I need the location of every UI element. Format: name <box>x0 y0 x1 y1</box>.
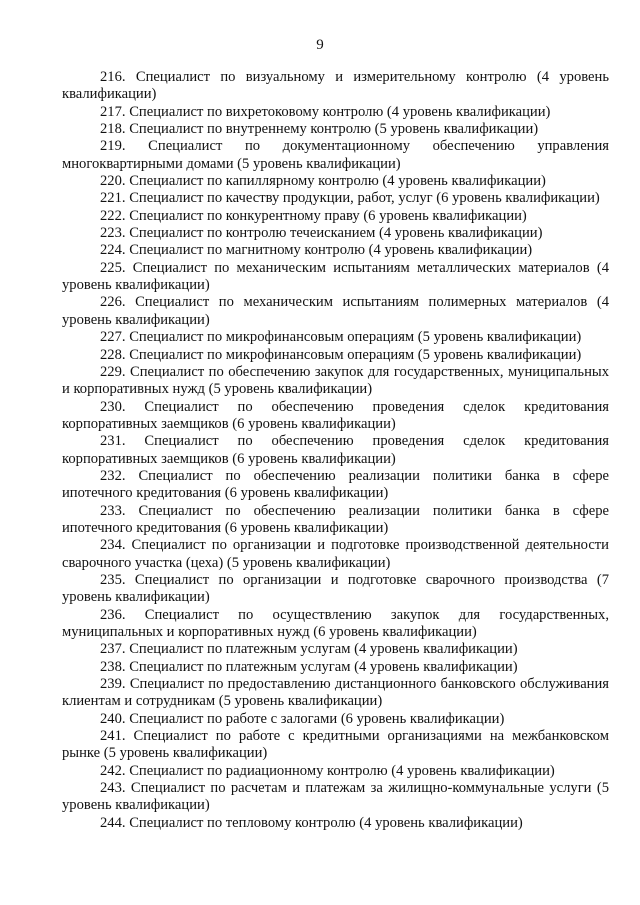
list-item: 219. Специалист по документационному обеспечению управления многоквартирными домами (5 уровень квалификации) <box>62 138 609 172</box>
list-item: 236. Специалист по осуществлению закупок для государственных, муниципальных и корпоративных нужд (6 уровень квалификации) <box>62 606 609 640</box>
list-item: 227. Специалист по микрофинансовым операциям (5 уровень квалификации) <box>100 329 582 346</box>
qualification-list <box>62 69 609 832</box>
list-item: 238. Специалист по платежным услугам (4 уровень квалификации) <box>100 658 518 675</box>
list-item: 242. Специалист по радиационному контролю (4 уровень квалификации) <box>100 762 555 779</box>
list-item: 225. Специалист по механическим испытаниям металлических материалов (4 уровень квалификации) <box>62 259 609 294</box>
list-item: 243. Специалист по расчетам и платежам за жилищно-коммунальные услуги (5 уровень квалификации) <box>62 780 609 814</box>
list-item: 233. Специалист по обеспечению реализации политики банка в сфере ипотечного кредитования (6 уровень квалификации) <box>62 502 609 536</box>
list-item: 222. Специалист по конкурентному праву (6 уровень квалификации) <box>100 207 527 224</box>
list-item: 218. Специалист по внутреннему контролю (5 уровень квалификации) <box>100 121 539 138</box>
list-item: 224. Специалист по магнитному контролю (4 уровень квалификации) <box>100 242 533 259</box>
list-item: 216. Специалист по визуальному и измерительному контролю (4 уровень квалификации) <box>62 69 609 103</box>
list-item: 223. Специалист по контролю течеисканием (4 уровень квалификации) <box>100 225 543 242</box>
list-item: 217. Специалист по вихретоковому контролю (4 уровень квалификации) <box>100 103 551 120</box>
page-number: 9 <box>316 37 324 53</box>
list-item: 231. Специалист по обеспечению проведения сделок кредитования корпоративных заемщиков (6 уровень квалификации) <box>62 433 609 467</box>
list-item: 228. Специалист по микрофинансовым операциям (5 уровень квалификации) <box>100 346 582 363</box>
list-item: 234. Специалист по организации и подготовке производственной деятельности сварочного участка (цеха) (5 уровень квалификации) <box>62 537 609 571</box>
list-item: 221. Специалист по качеству продукции, работ, услуг (6 уровень квалификации) <box>100 190 600 207</box>
list-item: 230. Специалист по обеспечению проведения сделок кредитования корпоративных заемщиков (6 уровень квалификации) <box>62 398 609 432</box>
list-item: 226. Специалист по механическим испытаниям полимерных материалов (4 уровень квалификации) <box>62 294 609 328</box>
list-item: 232. Специалист по обеспечению реализации политики банка в сфере ипотечного кредитования (6 уровень квалификации) <box>62 467 609 502</box>
list-item: 240. Специалист по работе с залогами (6 уровень квалификации) <box>100 710 505 727</box>
list-item: 244. Специалист по тепловому контролю (4 уровень квалификации) <box>100 814 523 831</box>
list-item: 220. Специалист по капиллярному контролю (4 уровень квалификации) <box>100 173 546 190</box>
list-item: 229. Специалист по обеспечению закупок для государственных, муниципальных и корпоративных нужд (5 уровень квалификации) <box>62 363 609 398</box>
list-item: 239. Специалист по предоставлению дистанционного банковского обслуживания клиентам и сотрудникам (5 уровень квалификации) <box>62 676 609 710</box>
list-item: 241. Специалист по работе с кредитными организациями на межбанковском рынке (5 уровень квалификации) <box>62 728 609 762</box>
list-item: 235. Специалист по организации и подготовке сварочного производства (7 уровень квалификации) <box>62 571 609 606</box>
list-item: 237. Специалист по платежным услугам (4 уровень квалификации) <box>100 641 518 658</box>
